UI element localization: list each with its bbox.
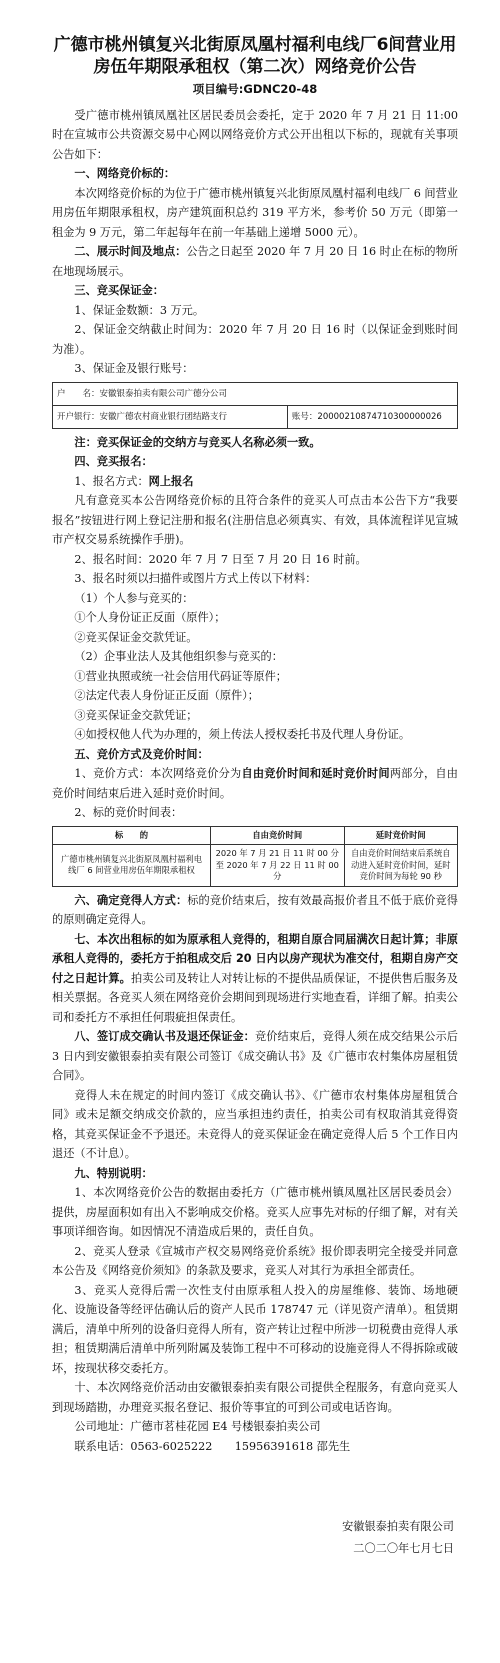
bank-label: 开户银行： [57,411,100,422]
bank-value: 安徽广德农村商业银行团结路支行 [99,411,228,422]
company-item-1: ①营业执照或统一社会信用代码证等原件； [74,669,287,683]
signup-method [52,472,458,492]
deposit-bank-title: 3、保证金及银行账号： [74,362,194,375]
signup-method-value: 网上报名 [148,474,194,488]
signup-materials: 3、报名时须以扫描件或图片方式上传以下材料： [74,572,317,585]
project-number: 项目编号:GDNC20-48 [192,82,318,96]
signature-company: 安徽银泰拍卖有限公司 [342,1520,454,1533]
account-number-cell [287,405,457,428]
bank-cell [53,405,288,428]
page-title: 广德市桃州镇复兴北街原凤凰村福利电线厂6间营业用房伍年期限承租权（第二次）网络竞价公告 [53,35,457,77]
section-1-body: 本次网络竞价标的为位于广德市桃州镇复兴北街原凤凰村福利电线厂 6 间营业用房伍年期限承租权，房产建筑面积总约 319 平方米，参考价 50 万元（即第一租金为 9 万元，第二年起每年在前一年基础上递增 5000 元）。 [52,186,458,239]
section-3-heading: 三、竞买保证金： [74,284,164,297]
deposit-deadline: 2、保证金交纳截止时间为：2020 年 7 月 20 日 16 时（以保证金到账时间为准）。 [52,323,458,356]
section-8 [52,1027,458,1086]
section-7-body: 拍卖公司及转让人对转让标的不提供品质保证，不提供售后服务及相关票据。各竞买人须在网络竞价会期间到现场进行实地查看，详细了解。拍卖公司和委托方不承担任何瑕疵担保责任。 [52,971,458,1024]
section-8-body-2: 竞得人未在规定的时间内签订《成交确认书》、《广德市农村集体房屋租赁合同》或未足额交纳成交价款的，应当承担违约责任，拍卖公司有权取消其竞得资格，其竞买保证金不予退还。未竞得人的竞买保证金在确定竞得人后 5 个工作日内退还（不计息）。 [52,1088,458,1160]
special-note-1: 1、本次网络竞价公告的数据由委托方（广德市桃州镇凤凰社区居民委员会）提供，房屋面积如有出入不影响成交价格。竞买人应事先对标的仔细了解，对有关事项详细咨询。如因情况不清造成后果的，责任自负。 [52,1186,458,1238]
section-9-heading: 九、特别说明： [74,1166,153,1180]
company-item-2: ②法定代表人身份证正反面（原件）； [74,689,259,702]
section-8-body-1: 竞价结束后，竞得人须在成交结果公示后 3 日内到安徽银泰拍卖有限公司签订《成交确认书》及《广德市农村集体房屋租赁合同》。 [52,1030,458,1082]
section-2-body: 公告之日起至 2020 年 7 月 20 日 16 时止在标的物所在地现场展示。 [52,245,458,278]
schedule-header-lot: 标 的 [53,826,211,845]
bidding-schedule-table [52,826,458,887]
company-heading: （2）企事业法人及其他组织参与竞买的： [74,650,283,663]
section-6 [52,891,458,930]
section-8-heading: 八、签订成交确认书及退还保证金： [74,1030,255,1043]
schedule-delay-time: 自由竞价时间结束后系统自动进入延时竞价时间，延时竞价时间为每轮 90 秒 [344,845,457,887]
section-1-heading: 一、网络竞价标的： [74,167,176,180]
special-note-3: 3、竞买人竞得后需一次性支付由原承租人投入的房屋维修、装饰、场地硬化、设施设备等经评估确认后的资产人民币 178747 元（详见资产清单）。租赁期满后，清单中所列的设备归竞得人所有，资产转让过程中所涉一切税费由竞得人承担；租赁期满后清单中所列附属及装饰工程中不可移动的设施竞得人不得拆除或破坏，按现状移交委托方。 [52,1283,458,1375]
signup-method-label: 1、报名方式： [74,474,149,488]
bank-account-table [52,382,458,429]
signature-date: 二〇二〇年七月七日 [353,1542,454,1555]
company-item-3: ③竞买保证金交款凭证； [74,708,198,722]
section-6-heading: 六、确定竞得人方式： [74,893,188,907]
schedule-header-free: 自由竞价时间 [210,826,344,845]
schedule-header-delay: 延时竞价时间 [344,826,457,845]
section-6-body: 标的竞价结束后，按有效最高报价者且不低于底价竞得的原则确定竞得人。 [52,893,458,926]
company-address: 公司地址：广德市茗桂花园 E4 号楼银泰拍卖公司 [74,1420,321,1433]
section-7-bold: 七、本次出租标的如为原承租人竞得的，租期自原合同届满次日起计算；非原承租人竞得的，委托方于拍租成交后 20 日内以房产现状为准交付，租期自房产交付之日起计算。 [52,932,458,985]
signup-time: 2、报名时间：2020 年 7 月 7 日至 7 月 20 日 16 时前。 [74,552,367,566]
schedule-title: 2、标的竞价时间表： [74,806,183,819]
deposit-amount: 1、保证金数额：3 万元。 [74,303,205,317]
personal-item-1: ①个人身份证正反面（原件）； [74,611,226,624]
personal-heading: （1）个人参与竞买的： [74,591,194,605]
company-item-4: ④如授权他人代为办理的，须上传法人授权委托书及代理人身份证。 [74,728,411,741]
section-2 [52,242,458,281]
special-note-2: 2、竞买人登录《宣城市产权交易网络竞价系统》报价即表明完全接受并同意本公告及《网络竞价须知》的条款及要求，竞买人对其行为承担全部责任。 [52,1244,458,1277]
section-5-heading: 五、竞价方式及竞价时间： [74,747,209,761]
account-name-value: 安徽银泰拍卖有限公司广德分公司 [99,388,228,399]
section-10-body: 十、本次网络竞价活动由安徽银泰拍卖有限公司提供全程服务，有意向竞买人到现场踏勘，办理竞买报名登记、报价等事宜的可到公司或电话咨询。 [52,1381,458,1414]
table-row [53,382,458,405]
signup-method-body: 凡有意竞买本公告网络竞价标的且符合条件的竞买人可点击本公告下方“我要报名”按钮进行网上登记注册和报名(注册信息必须真实、有效，具体流程详见宣城市产权交易系统操作手册)。 [52,494,458,546]
section-7 [52,930,458,1028]
account-number-value: 20000210874710300000026 [317,411,442,422]
account-name-cell [53,382,458,405]
schedule-lot: 广德市桃州镇复兴北街原凤凰村福利电线厂 6 间营业用房伍年期限承租权 [53,845,211,887]
contact-phone: 联系电话：0563-6025222 15956391618 邵先生 [74,1439,351,1453]
table-row [53,405,458,428]
intro-paragraph: 受广德市桃州镇凤凰社区居民委员会委托，定于 2020 年 7 月 21 日 11:00 时在宣城市公共资源交易中心网以网络竞价方式公开出租以下标的，现就有关事项公告如下： [52,108,458,161]
bidding-method [52,764,458,803]
signature-block [52,1516,458,1560]
schedule-free-time: 2020 年 7 月 21 日 11 时 00 分至 2020 年 7 月 22 日 11 时 00 分 [210,845,344,887]
account-name-label: 户 名： [57,388,100,399]
section-2-heading: 二、展示时间及地点： [74,245,187,258]
personal-item-2: ②竞买保证金交款凭证。 [74,630,198,644]
bidding-method-a: 1、竞价方式：本次网络竞价分为 [74,767,242,780]
deposit-note: 注：竞买保证金的交纳方与竞买人名称必须一致。 [74,435,321,449]
bidding-method-c: 两部分，自由竞价时间结束后进入延时竞价时间。 [52,767,458,800]
table-row [53,826,458,845]
table-row [53,845,458,887]
bidding-method-b: 自由竞价时间和延时竞价时间 [241,767,390,780]
section-4-heading: 四、竞买报名： [74,455,153,468]
account-number-label: 账号： [291,411,318,422]
